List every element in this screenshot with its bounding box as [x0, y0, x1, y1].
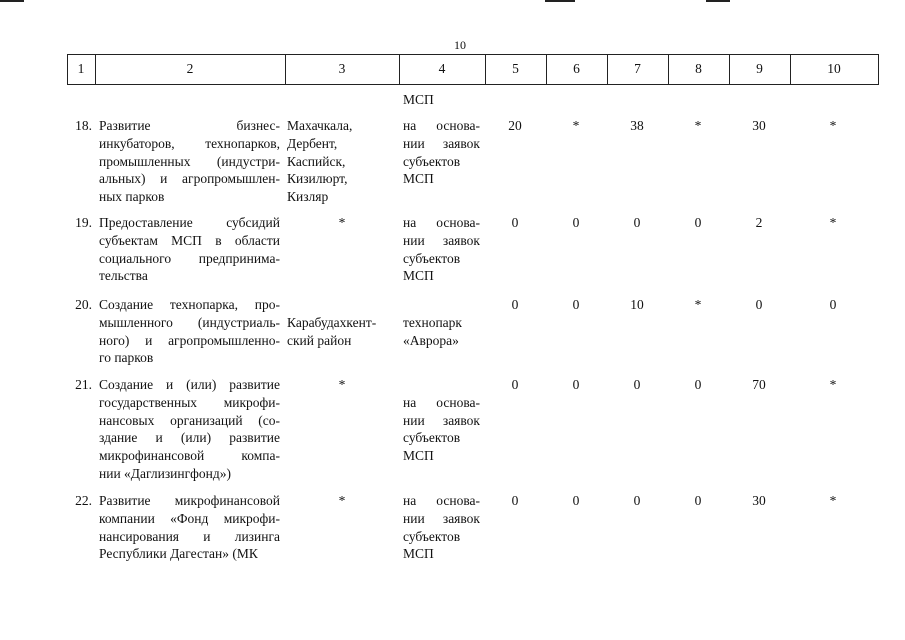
- value-cell-col10: *: [829, 377, 837, 392]
- column-header-8: 8: [695, 61, 702, 76]
- measure-name-line: ного) и агропромышленно-: [99, 332, 280, 348]
- measure-name-line: здание и (или) развитие: [99, 430, 280, 446]
- basis-line: «Аврора»: [403, 332, 459, 348]
- basis-line: нии заявок: [403, 412, 480, 428]
- measure-name-line: социального предпринима-: [99, 250, 280, 266]
- table-header-bottom-border: [67, 84, 879, 85]
- value-cell-col6: 0: [572, 297, 580, 312]
- column-header-1: 1: [77, 61, 85, 76]
- basis-line: нии заявок: [403, 510, 480, 526]
- column-header-10: 10: [827, 61, 841, 76]
- value-cell-col8: 0: [694, 215, 702, 230]
- value-cell-col7: 10: [630, 297, 644, 312]
- measure-name-line: Республики Дагестан» (МК: [99, 546, 258, 562]
- column-header-6: 6: [573, 61, 580, 76]
- measure-name-line: Создание и (или) развитие: [99, 377, 280, 392]
- value-cell-col5: 0: [511, 297, 519, 312]
- measure-name-line: ных парков: [99, 189, 165, 205]
- value-cell-col6: 0: [572, 215, 580, 230]
- basis-line: субъектов: [403, 153, 461, 169]
- basis-line: на основа-: [403, 215, 480, 230]
- measure-name-line: компании «Фонд микрофи-: [99, 510, 280, 526]
- measure-name-line: субъектам МСП в области: [99, 232, 280, 248]
- column-header-7: 7: [634, 61, 641, 76]
- value-cell-col7: 0: [633, 493, 641, 508]
- scan-edge-mark: [0, 0, 24, 2]
- column-header-4: 4: [438, 61, 446, 76]
- measure-name-line: мышленного (индустриаль-: [99, 314, 280, 330]
- basis-line: на основа-: [403, 493, 480, 508]
- measure-name-line: Развитие бизнес-: [99, 118, 280, 133]
- location-line: Дербент,: [287, 135, 338, 151]
- measure-name-line: микрофинансовой компа-: [99, 448, 280, 464]
- basis-line: МСП: [403, 268, 434, 284]
- scan-edge-mark: [706, 0, 730, 2]
- measure-name-line: промышленных (индустри-: [99, 153, 280, 169]
- value-cell-col7: 0: [633, 377, 641, 392]
- value-cell-col7: 0: [633, 215, 641, 230]
- value-cell-col6: 0: [572, 493, 580, 508]
- value-cell-col8: 0: [694, 377, 702, 392]
- row-number: 22.: [75, 493, 92, 508]
- value-cell-col10: *: [829, 215, 837, 230]
- measure-name-line: Создание технопарка, про-: [99, 297, 280, 312]
- measure-name-line: нансирования и лизинга: [99, 528, 280, 544]
- basis-line: нии заявок: [403, 232, 480, 248]
- value-cell-col9: 70: [752, 377, 766, 392]
- basis-line: субъектов: [403, 528, 461, 544]
- measure-name-line: тельства: [99, 268, 148, 284]
- location-line: Кизляр: [287, 189, 329, 205]
- measure-name-line: Предоставление субсидий: [99, 215, 280, 230]
- location-line: *: [338, 493, 346, 508]
- location-line: *: [338, 377, 346, 392]
- row-number: 21.: [75, 377, 92, 392]
- location-line: Каспийск,: [287, 153, 346, 169]
- location-line: ский район: [287, 332, 352, 348]
- value-cell-col9: 30: [752, 493, 766, 508]
- value-cell-col8: *: [694, 297, 702, 312]
- row-number: 20.: [75, 297, 92, 312]
- value-cell-col6: 0: [572, 377, 580, 392]
- basis-line: на основа-: [403, 394, 480, 410]
- location-line: Махачкала,: [287, 118, 353, 133]
- basis-line: субъектов: [403, 250, 461, 266]
- measure-name-line: го парков: [99, 350, 154, 366]
- measure-name-line: нансовых организаций (со-: [99, 412, 280, 428]
- location-line: Карабудахкент-: [287, 314, 377, 330]
- table-top-border: [67, 54, 879, 55]
- value-cell-col5: 0: [511, 215, 519, 230]
- location-line: Кизилюрт,: [287, 171, 348, 187]
- value-cell-col10: *: [829, 118, 837, 133]
- scan-edge-mark: [545, 0, 575, 2]
- basis-line: на основа-: [403, 118, 480, 133]
- location-line: *: [338, 215, 346, 230]
- measure-name-line: альных) и агропромышлен-: [99, 171, 280, 187]
- value-cell-col5: 0: [511, 377, 519, 392]
- basis-line: МСП: [403, 171, 434, 187]
- value-cell-col9: 2: [755, 215, 763, 230]
- measure-name-line: Развитие микрофинансовой: [99, 493, 280, 508]
- value-cell-col5: 0: [511, 493, 519, 508]
- value-cell-col7: 38: [630, 118, 644, 133]
- measure-name-line: инкубаторов, технопарков,: [99, 135, 280, 151]
- row-number: 18.: [75, 118, 92, 133]
- value-cell-col10: *: [829, 493, 837, 508]
- measure-name-line: нии «Даглизингфонд»): [99, 466, 231, 481]
- page-number: 10: [454, 38, 466, 52]
- basis-line: МСП: [403, 448, 434, 464]
- value-cell-col9: 30: [752, 118, 766, 133]
- continuation-col4: МСП: [403, 92, 434, 107]
- value-cell-col8: *: [694, 118, 702, 133]
- column-header-2: 2: [186, 61, 194, 76]
- value-cell-col10: 0: [829, 297, 837, 312]
- basis-line: МСП: [403, 546, 434, 562]
- row-number: 19.: [75, 215, 92, 230]
- col-divider: [878, 55, 879, 84]
- value-cell-col9: 0: [755, 297, 763, 312]
- value-cell-col8: 0: [694, 493, 702, 508]
- column-header-3: 3: [338, 61, 346, 76]
- basis-line: субъектов: [403, 430, 461, 446]
- measure-name-line: государственных микрофи-: [99, 394, 280, 410]
- value-cell-col5: 20: [508, 118, 522, 133]
- basis-line: нии заявок: [403, 135, 480, 151]
- column-header-9: 9: [756, 61, 763, 76]
- value-cell-col6: *: [572, 118, 580, 133]
- basis-line: технопарк: [403, 314, 462, 330]
- column-header-5: 5: [512, 61, 519, 76]
